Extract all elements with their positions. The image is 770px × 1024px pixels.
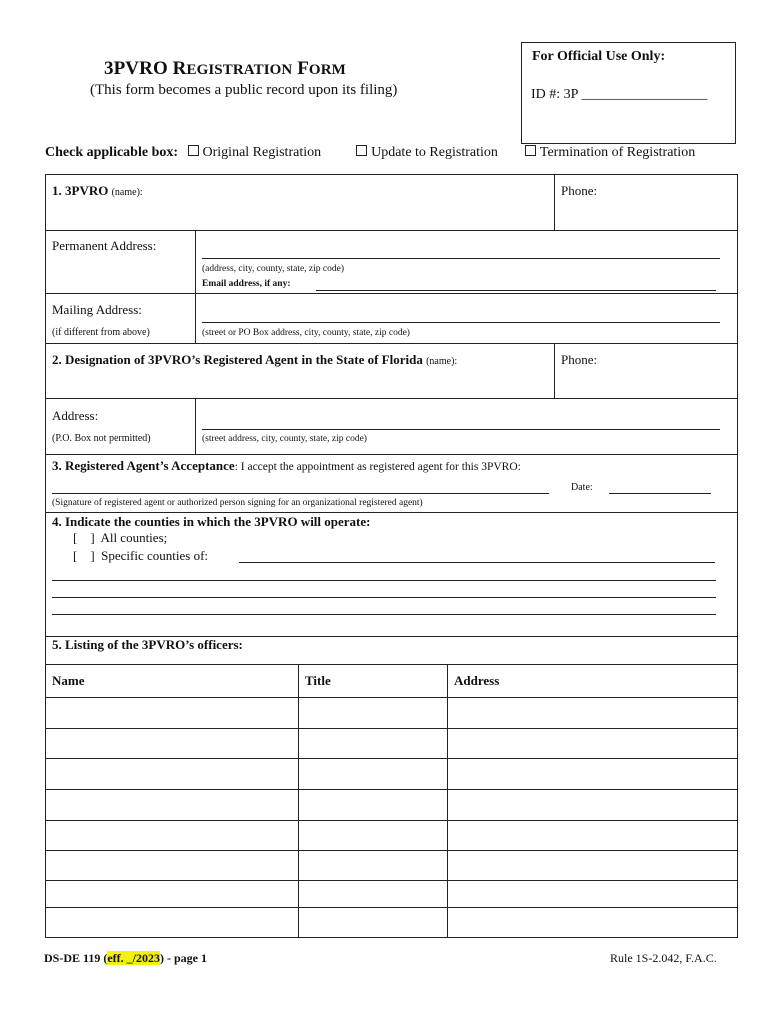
date-line[interactable] — [609, 493, 711, 494]
column-header-title: Title — [305, 673, 331, 688]
mailing-address-line[interactable] — [202, 322, 720, 323]
section-1-title: 1. 3PVRO — [52, 183, 109, 198]
hline — [45, 697, 738, 698]
form-number — [44, 951, 207, 966]
hline — [45, 937, 738, 938]
rule-reference: Rule 1S-2.042, F.A.C. — [610, 951, 717, 965]
section-3-title: 3. Registered Agent’s Acceptance — [52, 458, 235, 473]
counties-line[interactable] — [52, 614, 716, 615]
specific-counties-option[interactable]: [ ] Specific counties of: — [73, 548, 209, 563]
phone-divider — [554, 343, 555, 398]
hline — [45, 907, 738, 908]
hline — [45, 789, 738, 790]
mailing-address-hint: (street or PO Box address, city, county, state, zip code) — [202, 328, 410, 338]
section-3-text: : I accept the appointment as registered agent for this 3PVRO: — [234, 461, 521, 473]
hline — [45, 512, 738, 513]
signature-hint: (Signature of registered agent or authorized person signing for an organizational registered agent) — [52, 498, 423, 508]
update-registration-label: Update to Registration — [371, 145, 498, 160]
outer-right-border — [737, 174, 738, 938]
date-label: Date: — [571, 482, 593, 493]
original-registration-label: Original Registration — [202, 145, 322, 160]
section-2-title: 2. Designation of 3PVRO’s Registered Agent in the State of Florida — [52, 352, 423, 367]
table-col-divider — [298, 664, 299, 937]
address-label-divider — [195, 230, 196, 343]
name-hint: (name): — [111, 187, 143, 198]
hline — [45, 880, 738, 881]
hline — [45, 850, 738, 851]
original-registration-checkbox[interactable] — [188, 145, 199, 156]
phone-label: Phone: — [561, 183, 598, 198]
permanent-address-label: Permanent Address: — [52, 238, 157, 253]
agent-phone-label: Phone: — [561, 352, 598, 367]
column-header-address: Address — [454, 673, 500, 688]
page-number-text: ) - page 1 — [160, 951, 207, 965]
hline — [45, 664, 738, 665]
section-2-label — [52, 352, 457, 368]
form-subtitle: (This form becomes a public record upon its filing) — [90, 82, 398, 98]
hline — [45, 293, 738, 294]
agent-signature-line[interactable] — [52, 493, 549, 494]
address-label-divider — [195, 398, 196, 454]
mailing-address-label: Mailing Address: — [52, 302, 142, 317]
title-part: F — [292, 58, 309, 79]
email-line[interactable] — [316, 290, 716, 291]
check-label: Check applicable box: — [45, 145, 179, 160]
counties-line[interactable] — [52, 597, 716, 598]
section-4-title: 4. Indicate the counties in which the 3PVRO will operate: — [52, 514, 371, 529]
hline — [45, 174, 738, 175]
title-part: ORM — [308, 62, 346, 78]
update-registration-checkbox[interactable] — [356, 145, 367, 156]
effective-date-highlight: eff. _/2023 — [107, 951, 160, 965]
agent-address-label: Address: — [52, 408, 99, 423]
permanent-address-line[interactable] — [202, 258, 720, 259]
column-header-name: Name — [52, 673, 85, 688]
official-use-box — [521, 42, 736, 144]
counties-line[interactable] — [52, 580, 716, 581]
hline — [45, 820, 738, 821]
specific-counties-line[interactable] — [239, 562, 715, 563]
hline — [45, 343, 738, 344]
permanent-address-hint: (address, city, county, state, zip code) — [202, 264, 345, 274]
hline — [45, 398, 738, 399]
check-applicable-row — [45, 145, 695, 161]
official-use-heading: For Official Use Only: — [532, 49, 666, 64]
hline — [45, 728, 738, 729]
section-1-label — [52, 183, 143, 199]
form-number-text: DS-DE 119 ( — [44, 951, 108, 965]
phone-divider — [554, 174, 555, 230]
section-5-title: 5. Listing of the 3PVRO’s officers: — [52, 637, 243, 652]
official-id-field: ID #: 3P __________________ — [531, 87, 708, 102]
agent-address-line[interactable] — [202, 429, 720, 430]
termination-registration-checkbox[interactable] — [525, 145, 536, 156]
agent-address-sub: (P.O. Box not permitted) — [52, 433, 151, 444]
name-hint: (name): — [426, 356, 458, 367]
outer-left-border — [45, 174, 46, 938]
section-3-label — [52, 458, 521, 474]
all-counties-option[interactable]: [ ] All counties; — [73, 530, 168, 545]
agent-address-hint: (street address, city, county, state, zip code) — [202, 434, 367, 444]
title-part: EGISTRATION — [186, 62, 293, 78]
mailing-address-sub: (if different from above) — [52, 327, 150, 338]
title-part: 3PVRO R — [104, 58, 187, 79]
table-col-divider — [447, 664, 448, 937]
hline — [45, 454, 738, 455]
email-label: Email address, if any: — [202, 279, 291, 289]
form-title — [104, 58, 346, 80]
hline — [45, 230, 738, 231]
termination-registration-label: Termination of Registration — [539, 145, 696, 160]
hline — [45, 758, 738, 759]
